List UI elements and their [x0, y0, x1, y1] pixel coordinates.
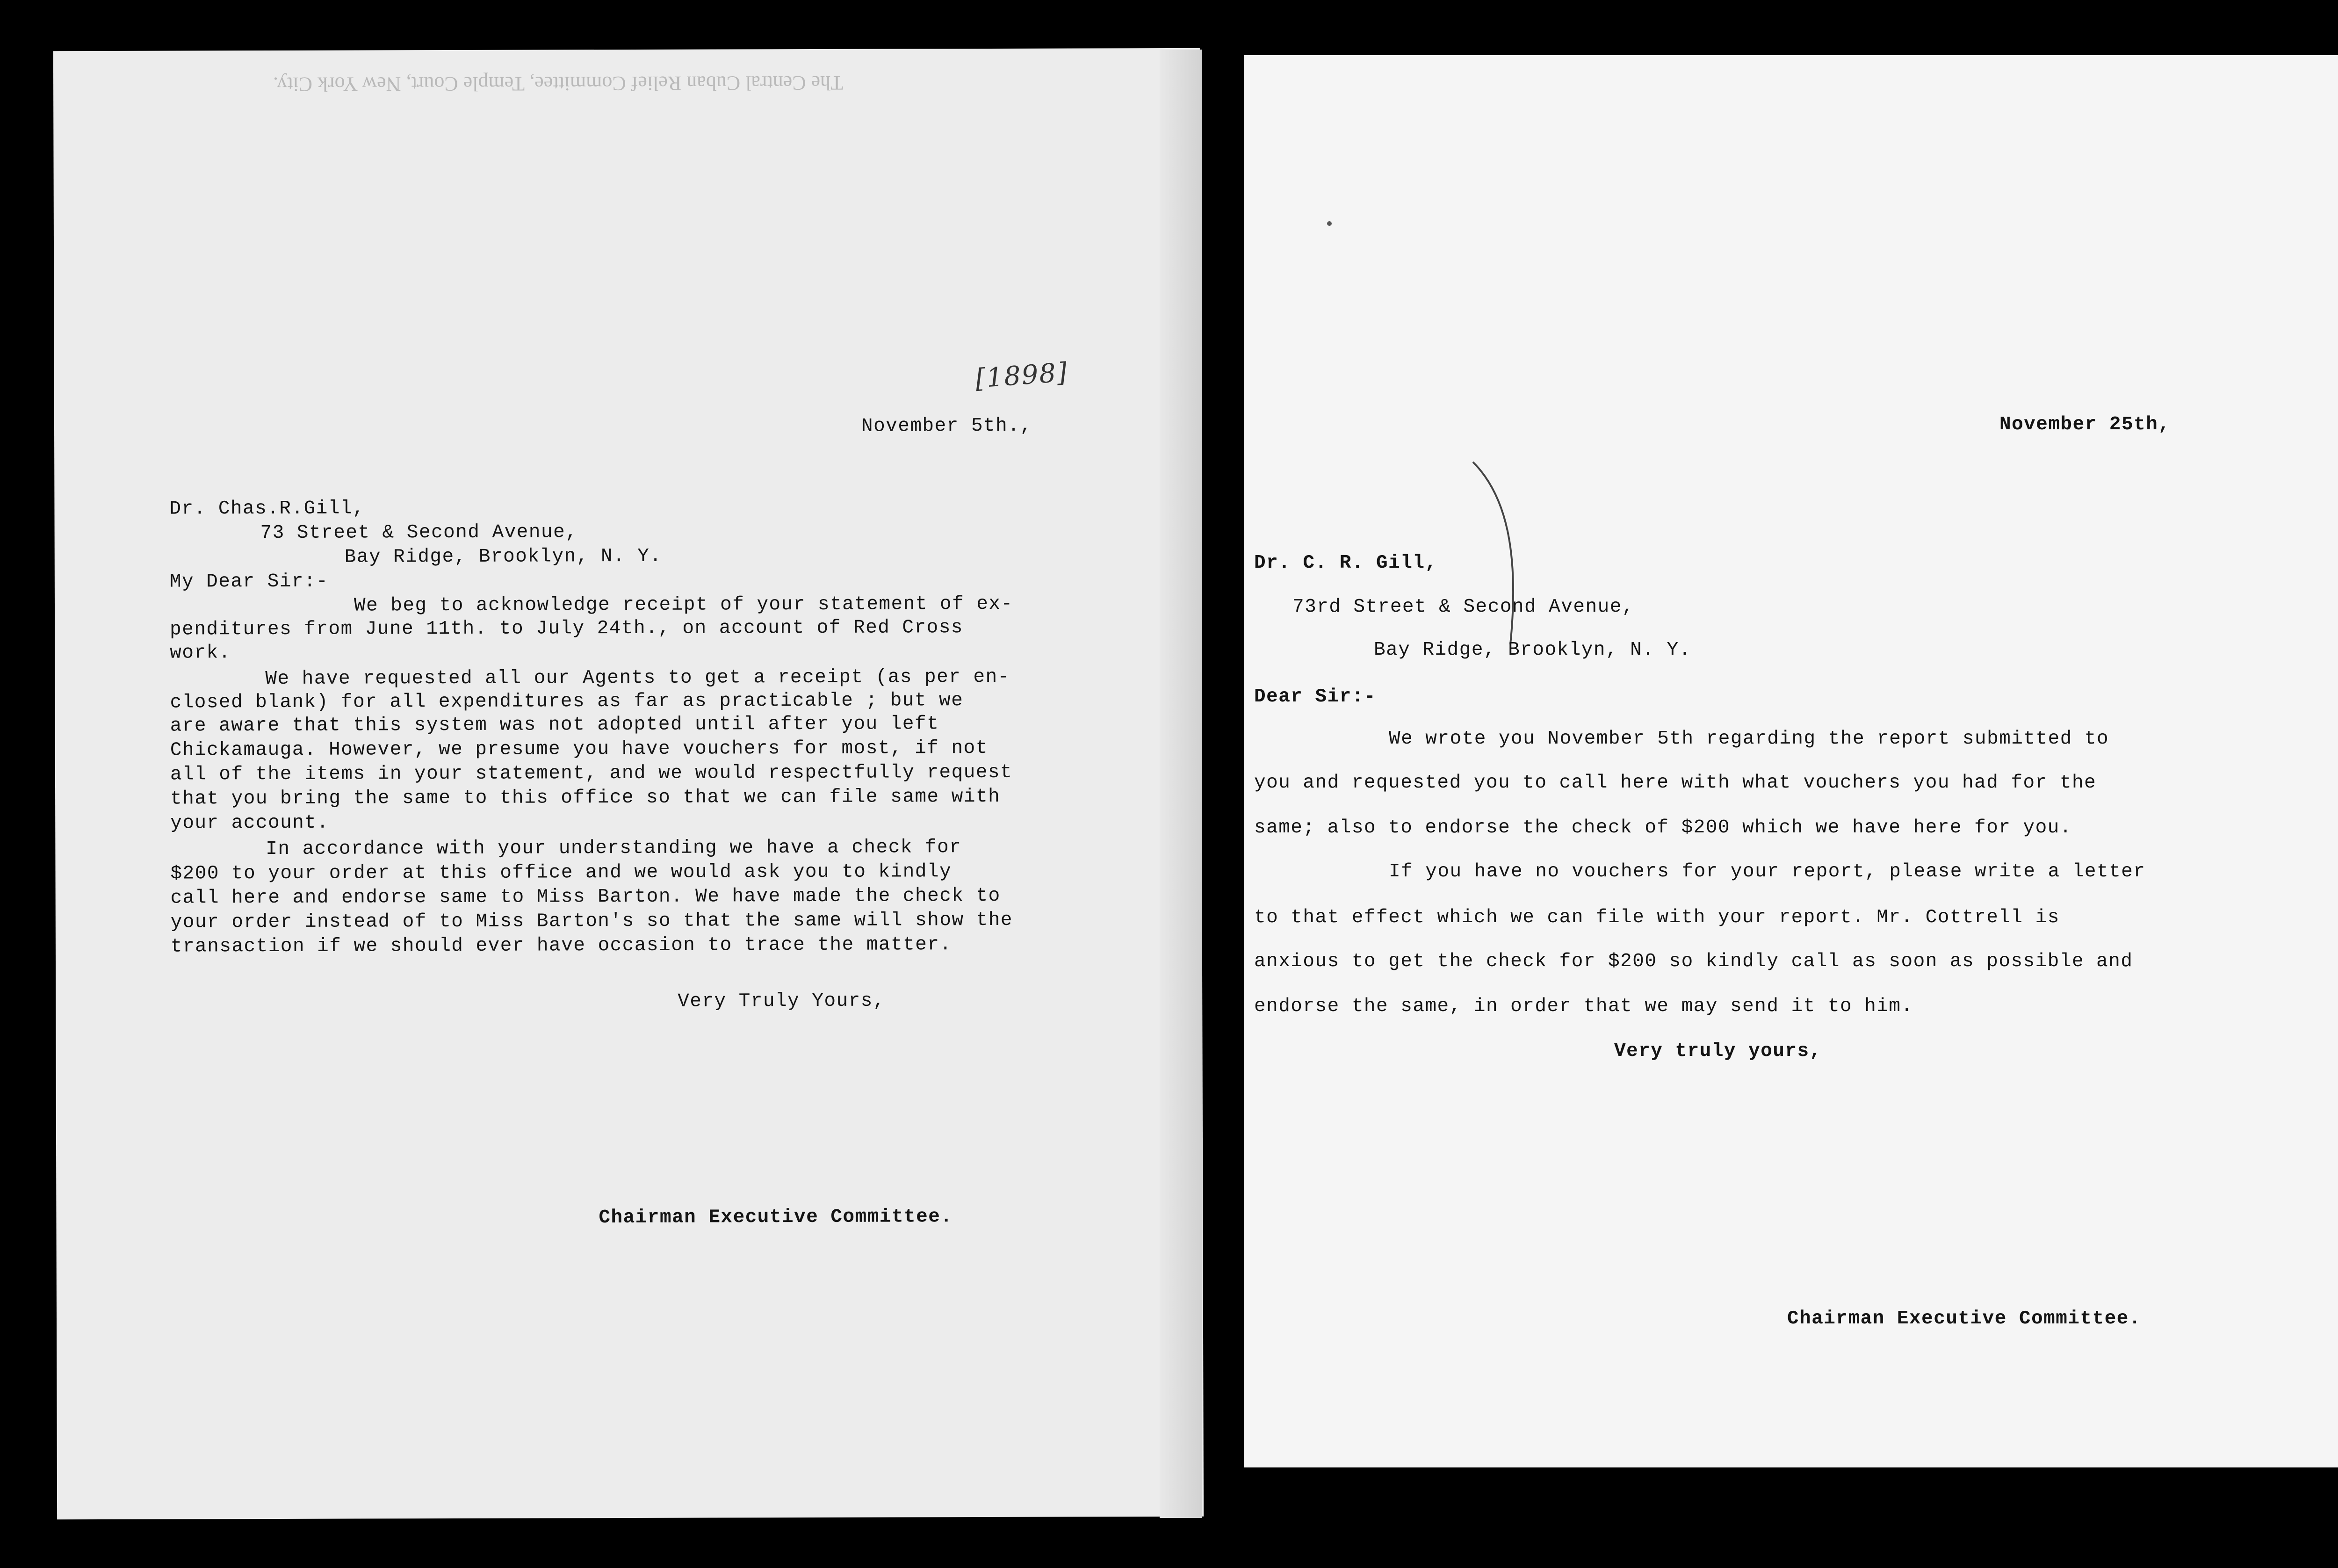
- letter-date: November 25th,: [1999, 414, 2171, 435]
- body-line: closed blank) for all expenditures as far as practicable ; but we: [170, 690, 964, 714]
- letterhead: The Central Cuban Relief Committee, Temple Court, New York City.: [273, 71, 844, 96]
- body-line: penditures from June 11th. to July 24th., on account of Red Cross: [170, 617, 963, 641]
- salutation: My Dear Sir:-: [169, 571, 329, 593]
- closing: Very truly yours,: [1614, 1041, 1822, 1062]
- body-line: call here and endorse same to Miss Barton. We have made the check to: [170, 885, 1001, 909]
- body-line: your account.: [170, 812, 329, 834]
- recipient-city: Bay Ridge, Brooklyn, N. Y.: [344, 545, 662, 568]
- body-line: We beg to acknowledge receipt of your statement of ex-: [354, 593, 1013, 617]
- body-line: all of the items in your statement, and we would respectfully request: [170, 761, 1013, 786]
- ink-speck: [1327, 221, 1332, 226]
- recipient-name: Dr. C. R. Gill,: [1254, 552, 1437, 574]
- body-line: work.: [170, 642, 231, 664]
- recipient-street: 73 Street & Second Avenue,: [260, 521, 578, 544]
- body-line: are aware that this system was not adopted until after you left: [170, 713, 939, 737]
- body-line: Chickamauga. However, we presume you have vouchers for most, if not: [170, 737, 988, 761]
- body-line: same; also to endorse the check of $200 which we have here for you.: [1254, 817, 2072, 838]
- signature: Chairman Executive Committee.: [1787, 1308, 2142, 1330]
- body-line: In accordance with your understanding we have a check for: [266, 837, 962, 860]
- recipient-name: Dr. Chas.R.Gill,: [169, 498, 365, 520]
- body-line: your order instead of to Miss Barton's so that the same will show the: [170, 909, 1013, 933]
- body-line: $200 to your order at this office and we would ask you to kindly: [170, 861, 952, 885]
- handwritten-year: [1898]: [974, 357, 1069, 394]
- body-line: We have requested all our Agents to get a receipt (as per en-: [265, 666, 1010, 690]
- body-line: We wrote you November 5th regarding the report submitted to: [1389, 728, 2109, 750]
- right-letter-page: [1244, 55, 2338, 1467]
- closing: Very Truly Yours,: [678, 990, 886, 1012]
- body-line: endorse the same, in order that we may send it to him.: [1254, 996, 1913, 1017]
- body-line: you and requested you to call here with what vouchers you had for the: [1254, 772, 2097, 794]
- recipient-city: Bay Ridge, Brooklyn, N. Y.: [1374, 639, 1691, 661]
- signature: Chairman Executive Committee.: [599, 1206, 953, 1229]
- letter-date: November 5th.,: [861, 415, 1032, 437]
- body-line: anxious to get the check for $200 so kindly call as soon as possible and: [1254, 951, 2133, 972]
- pencil-stroke: [1468, 457, 1524, 654]
- body-line: to that effect which we can file with your report. Mr. Cottrell is: [1254, 907, 2060, 928]
- page-edge-shadow: [1160, 50, 1202, 1518]
- body-line: transaction if we should ever have occasion to trace the matter.: [170, 934, 952, 958]
- salutation: Dear Sir:-: [1254, 686, 1377, 708]
- body-line: that you bring the same to this office so that we can file same with: [170, 786, 1001, 810]
- body-line: If you have no vouchers for your report, please write a letter: [1389, 861, 2146, 882]
- recipient-street: 73rd Street & Second Avenue,: [1292, 596, 1634, 618]
- left-letter-page: [53, 48, 1204, 1519]
